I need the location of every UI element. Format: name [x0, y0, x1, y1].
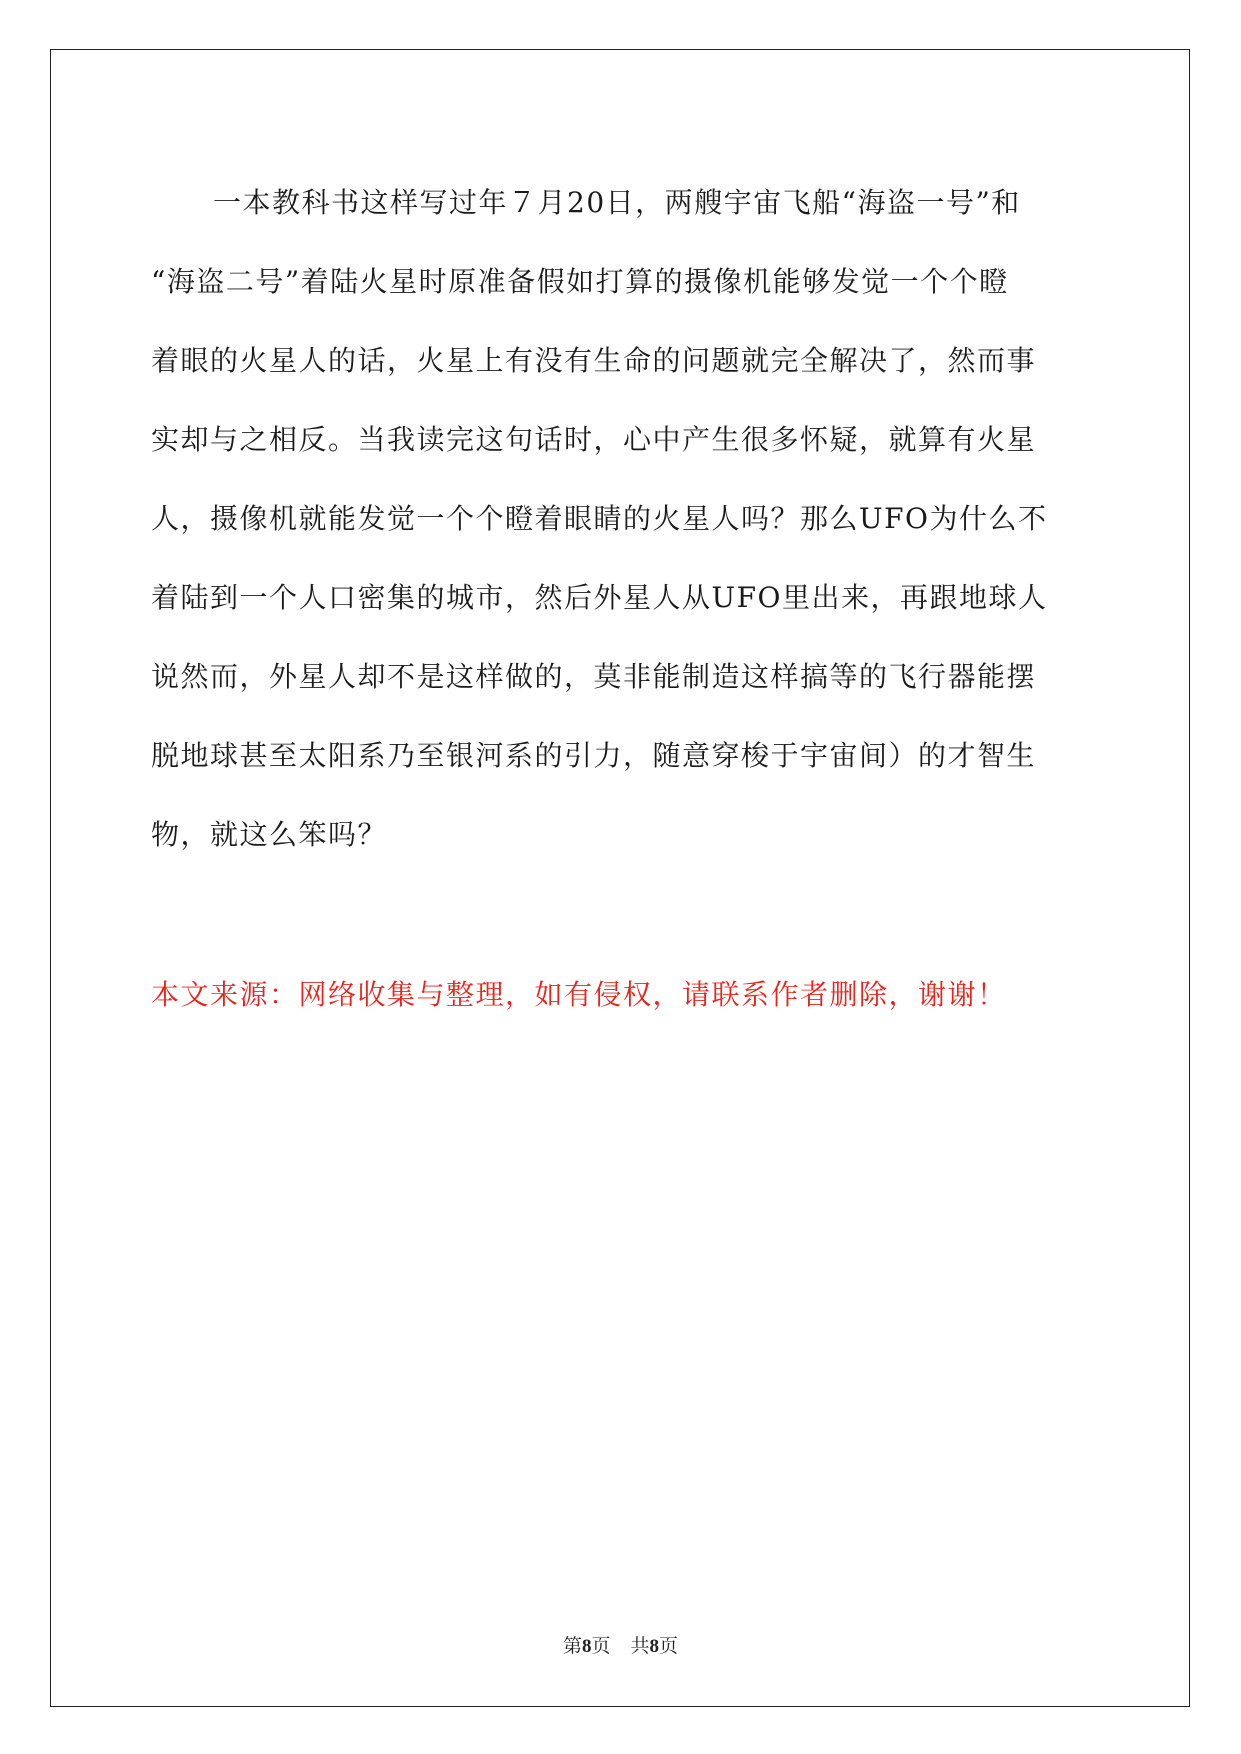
page-total: 共8页	[630, 1635, 679, 1657]
page-number: 第8页	[562, 1635, 611, 1657]
paragraph-line: 着眼的火星人的话，火星上有没有生命的问题就完全解决了，然而事	[151, 344, 1037, 377]
paragraph-line: 脱地球甚至太阳系乃至银河系的引力，随意穿梭于宇宙间）的才智生	[151, 739, 1037, 772]
paragraph-line: 说然而，外星人却不是这样做的，莫非能制造这样搞等的飞行器能摆	[151, 660, 1037, 693]
paragraph-line: 一本教科书这样写过年７月20日，两艘宇宙飞船“海盗一号”和	[213, 186, 1021, 219]
page-footer	[0, 1633, 1241, 1660]
paragraph-line: 着陆到一个人口密集的城市，然后外星人从UFO里出来，再跟地球人	[151, 581, 1048, 614]
paragraph-line: 物，就这么笨吗？	[151, 818, 388, 851]
body-paragraph	[151, 163, 1087, 874]
paragraph-line: 人，摄像机就能发觉一个个瞪着眼睛的火星人吗？那么UFO为什么不	[151, 502, 1048, 535]
source-note: 本文来源：网络收集与整理，如有侵权，请联系作者删除，谢谢！	[151, 978, 1007, 1011]
paragraph-line: 实却与之相反。当我读完这句话时，心中产生很多怀疑，就算有火星	[151, 423, 1037, 456]
paragraph-line: “海盗二号”着陆火星时原准备假如打算的摄像机能够发觉一个个瞪	[151, 265, 1009, 298]
